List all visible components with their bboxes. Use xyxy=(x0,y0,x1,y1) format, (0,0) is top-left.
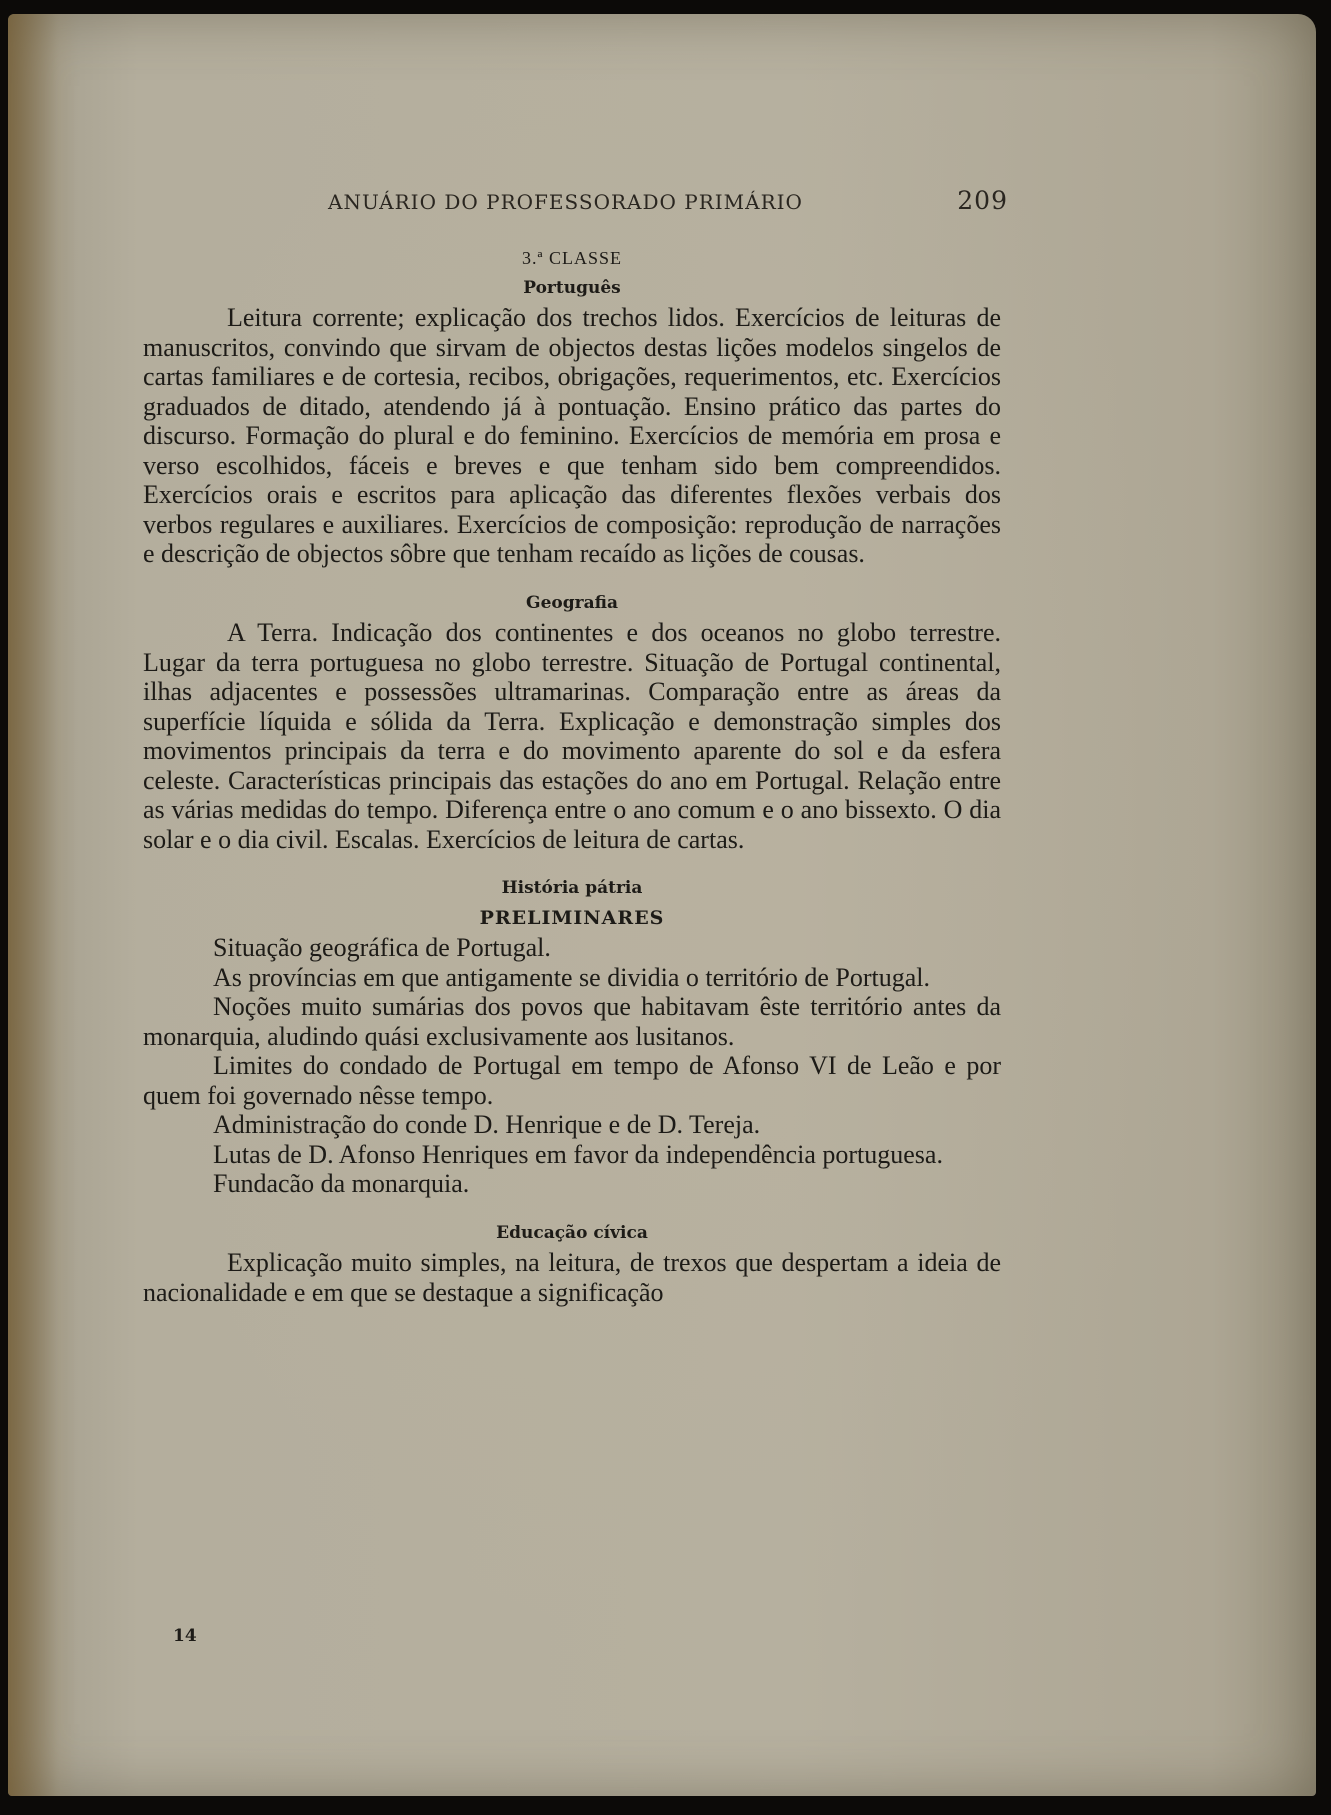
section-title-historia: História pátria xyxy=(501,878,643,898)
section-subtitle-preliminares: PRELIMINARES xyxy=(479,906,665,929)
list-item: Administração do conde D. Henrique e de D. Tereja. xyxy=(213,1110,761,1139)
page-edge-shadow xyxy=(8,14,78,1796)
list-item: Situação geográfica de Portugal. xyxy=(213,933,551,962)
section-title-geografia: Geografia xyxy=(526,592,618,613)
header-title: ANUÁRIO DO PROFESSORADO PRIMÁRIO xyxy=(328,190,803,214)
paragraph-portugues: Leitura corrente; explicação dos trechos lidos. Exercícios de leituras de manuscritos, convindo que sirvam de objectos destas lições modelos singelos de cartas familiares e de cortesia, recibos, obrigações, requerimentos, etc. Exercícios graduados de ditado, atendendo já à pontuação. Ensino prático das partes do discurso. Formação do plural e do feminino. Exercícios de memória em prosa e verso escolhidos, fáceis e breves e que tenham sido bem compreendidos. Exercícios orais e escritos para aplicação das diferentes flexões verbais dos verbos regulares e auxiliares. Exercícios de composição: reprodução de narrações e descrição de objectos sôbre que tenham recaído as lições de cousas. xyxy=(143,303,1001,568)
list-item: Fundacão da monarquia. xyxy=(213,1169,470,1198)
list-item: Lutas de D. Afonso Henriques em favor da independência portuguesa. xyxy=(213,1139,943,1169)
class-heading: 3.ª CLASSE xyxy=(522,248,622,268)
list-item: As províncias em que antigamente se dividia o território de Portugal. xyxy=(213,962,930,992)
list-item: Noções muito sumárias dos povos que habitavam êste território antes da monarquia, aludindo quási exclusivamente aos lusitanos. xyxy=(143,992,1001,1051)
section-title-educacao: Educação cívica xyxy=(496,1222,648,1243)
paragraph-educacao: Explicação muito simples, na leitura, de trexos que despertam a ideia de nacionalidade e em que se destaque a significação xyxy=(143,1248,1001,1307)
section-title-portugues: Português xyxy=(523,277,621,298)
page-number: 209 xyxy=(957,186,1008,215)
body-text xyxy=(143,244,1001,1307)
document-page xyxy=(8,14,1316,1796)
paragraph-geografia: A Terra. Indicação dos continentes e dos oceanos no globo terrestre. Lugar da terra portuguesa no globo terrestre. Situação de Portugal continental, ilhas adjacentes e possessões ultramarinas. Comparação entre as áreas da superfície líquida e sólida da Terra. Explicação e demonstração simples dos movimentos principais da terra e do movimento aparente do sol e da esfera celeste. Características principais das estações do ano em Portugal. Relação entre as várias medidas do tempo. Diferença entre o ano comum e o ano bissexto. O dia solar e o dia civil. Escalas. Exercícios de leitura de cartas. xyxy=(143,618,1001,854)
list-item: Limites do condado de Portugal em tempo de Afonso VI de Leão e por quem foi governado nêsse tempo. xyxy=(143,1051,1001,1110)
signature-mark: 14 xyxy=(173,1626,197,1646)
